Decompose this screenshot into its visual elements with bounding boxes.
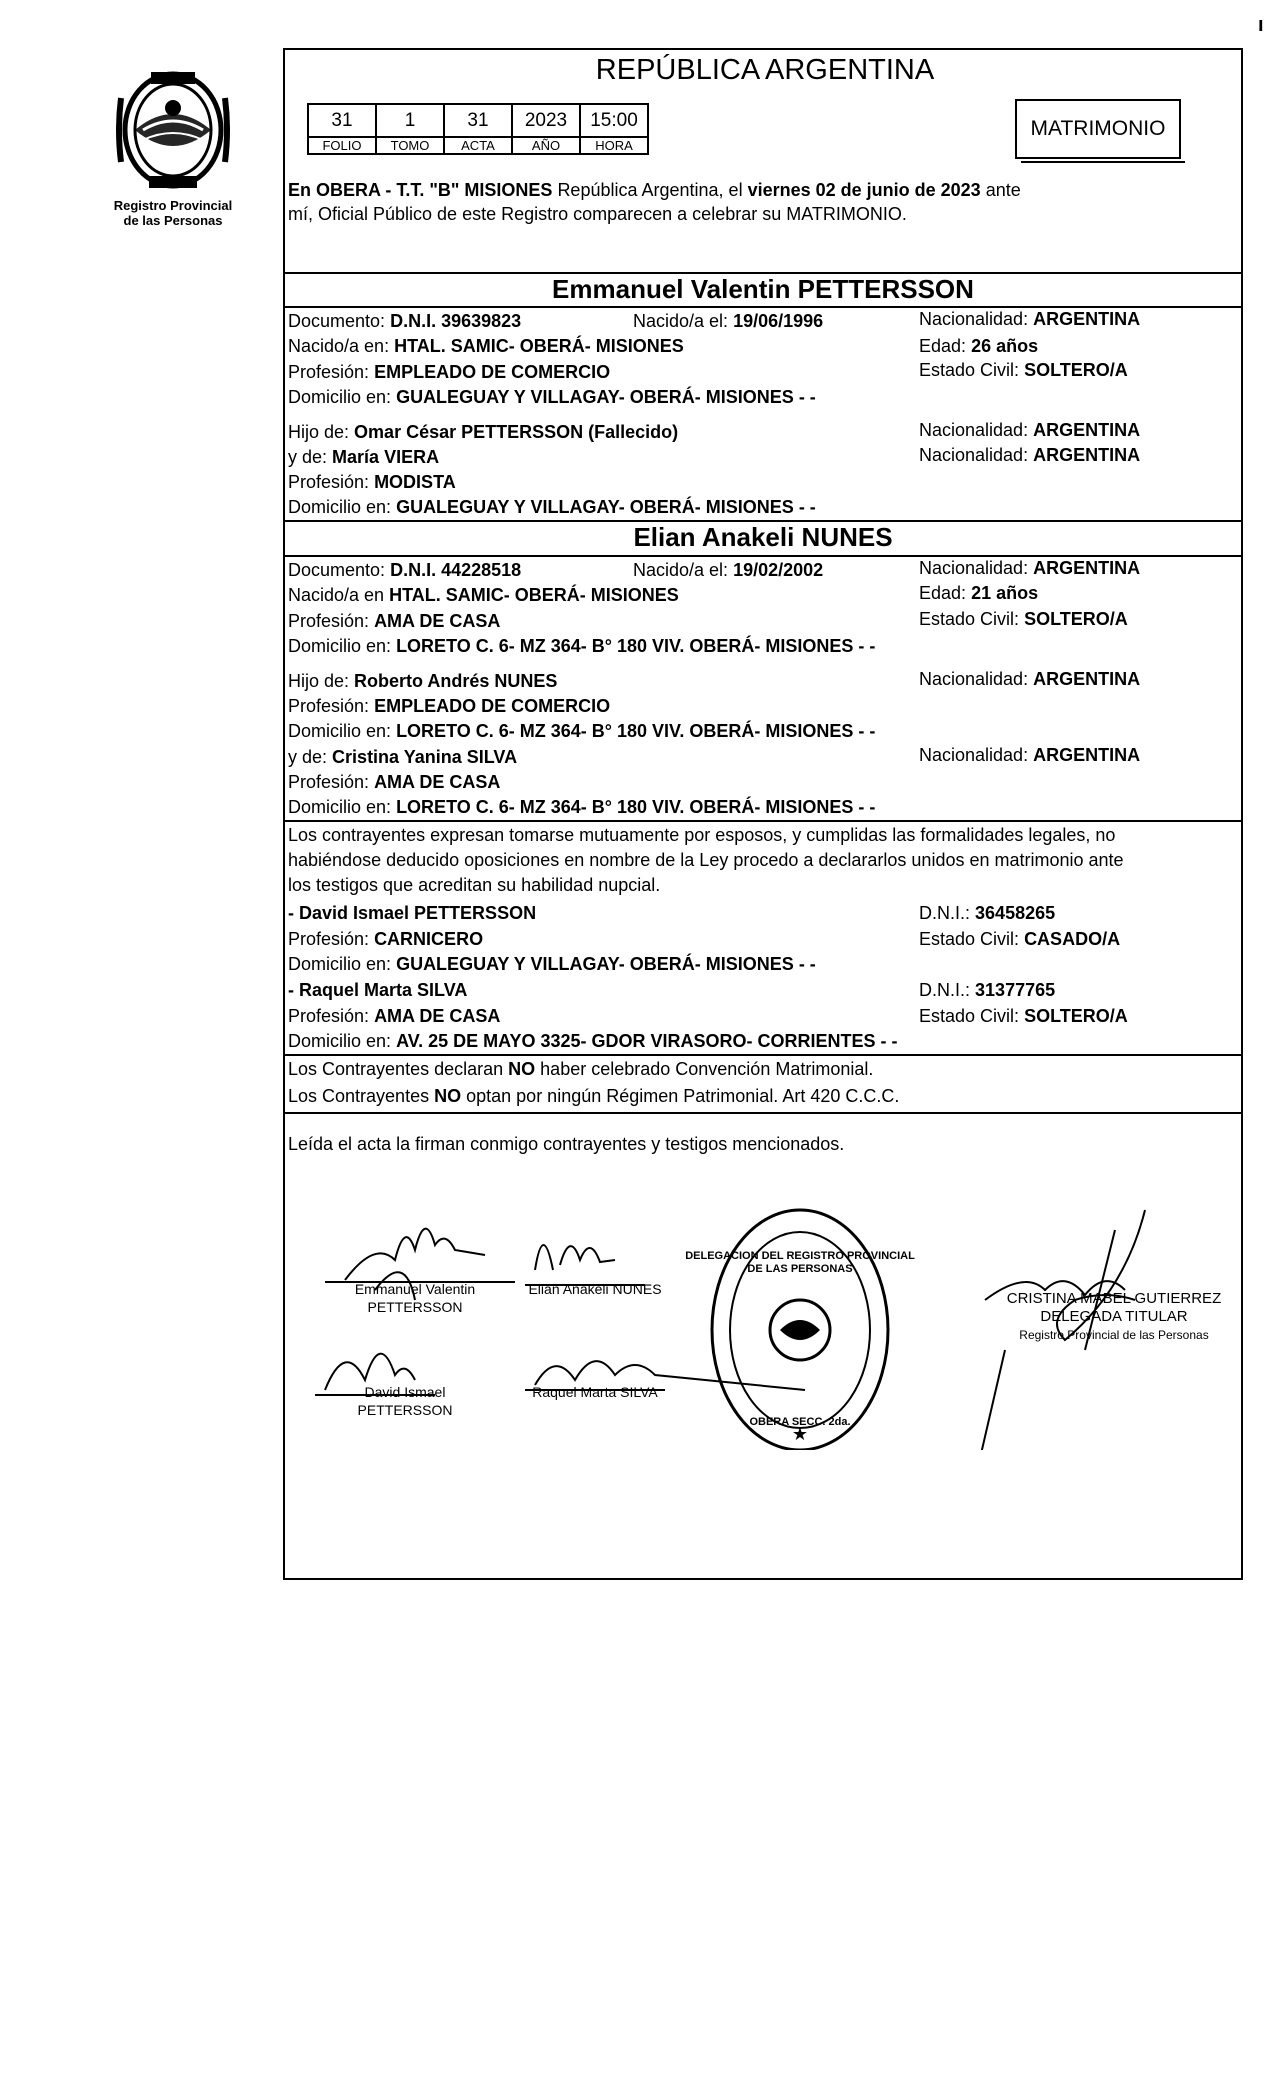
registry-table — [307, 103, 649, 155]
witness2-addr: Domicilio en: AV. 25 DE MAYO 3325- GDOR VIRASORO- CORRIENTES - - — [288, 1031, 898, 1051]
folio-label: FOLIO — [308, 137, 376, 154]
spouse2-name: Elian Anakeli NUNES — [633, 522, 893, 552]
hour-value: 15:00 — [580, 104, 648, 137]
sig-raquel: Raquel Marta SILVA — [532, 1384, 658, 1400]
spouse1-name: Emmanuel Valentin PETTERSSON — [552, 274, 974, 304]
spouse2-doc: Documento: D.N.I. 44228518 — [288, 560, 522, 580]
spouse1-birthplace: Nacido/a en: HTAL. SAMIC- OBERÁ- MISIONES — [288, 336, 684, 356]
official-stamp: CRISTINA MABEL GUTIERREZ DELEGADA TITULAR Registro Provincial de las Personas — [1006, 1290, 1222, 1342]
spouse1-job: Profesión: EMPLEADO DE COMERCIO — [288, 362, 611, 382]
witness2-job: Profesión: AMA DE CASA — [288, 1006, 501, 1026]
closing-text: Leída el acta la firman conmigo contrayentes y testigos mencionados. — [288, 1134, 845, 1154]
logo-text-line1: Registro Provincial — [113, 198, 233, 213]
spouse1-mother: y de: María VIERA — [288, 447, 440, 467]
witness2-dni: D.N.I.: 31377765 — [919, 980, 1056, 1000]
witness2-civil: Estado Civil: SOLTERO/A — [919, 1006, 1128, 1026]
logo-text-line2: de las Personas — [123, 213, 223, 228]
spouse1-father-nat: Nacionalidad: ARGENTINA — [919, 420, 1141, 440]
sig-david: David Ismael PETTERSSON — [357, 1384, 453, 1418]
seal-text: DELEGACION DEL REGISTRO PROVINCIAL DE LAS PERSONAS OBERA SECC. 2da. — [685, 1250, 915, 1428]
page-title: REPÚBLICA ARGENTINA — [595, 54, 935, 86]
spouse2-mother-addr: Domicilio en: LORETO C. 6- MZ 364- B° 180 VIV. OBERÁ- MISIONES - - — [288, 797, 876, 817]
declaration-line-2: habiéndose deducido oposiciones en nombre de la Ley procedo a declararlos unidos en matrimonio ante — [288, 850, 1124, 870]
spouse2-father: Hijo de: Roberto Andrés NUNES — [288, 671, 558, 691]
hour-label: HORA — [580, 137, 648, 154]
spouse1-born: Nacido/a el: 19/06/1996 — [633, 311, 824, 331]
registry-logo — [100, 68, 246, 228]
divider — [285, 820, 1241, 822]
divider — [285, 555, 1241, 557]
spouse2-father-nat: Nacionalidad: ARGENTINA — [919, 669, 1141, 689]
marriage-certificate — [283, 48, 1243, 1580]
provincial-crest-icon — [113, 68, 233, 194]
intro-ante: ante — [985, 180, 1021, 200]
year-value: 2023 — [512, 104, 580, 137]
sig-elian: Elian Anakeli NUNES — [528, 1281, 662, 1297]
spouse1-doc: Documento: D.N.I. 39639823 — [288, 311, 522, 331]
spouse1-mother-nat: Nacionalidad: ARGENTINA — [919, 445, 1141, 465]
spouse2-born: Nacido/a el: 19/02/2002 — [633, 560, 824, 580]
spouse2-job: Profesión: AMA DE CASA — [288, 611, 501, 631]
divider — [285, 306, 1241, 308]
svg-text:★: ★ — [791, 1424, 809, 1445]
spouse2-age: Edad: 21 años — [919, 583, 1039, 603]
regime-line-1: Los Contrayentes declaran NO haber celebrado Convención Matrimonial. — [288, 1059, 874, 1079]
spouse2-mother-nat: Nacionalidad: ARGENTINA — [919, 745, 1141, 765]
tomo-value: 1 — [376, 104, 444, 137]
intro-place: En OBERA - T.T. "B" MISIONES — [288, 180, 553, 200]
sig-emmanuel: Emmanuel Valentin PETTERSSON — [354, 1281, 476, 1315]
spouse1-age: Edad: 26 años — [919, 336, 1039, 356]
spouse1-addr: Domicilio en: GUALEGUAY Y VILLAGAY- OBERÁ- MISIONES - - — [288, 387, 816, 407]
spouse2-nat: Nacionalidad: ARGENTINA — [919, 558, 1141, 578]
divider — [285, 1054, 1241, 1056]
witness2-name: - Raquel Marta SILVA — [288, 980, 468, 1000]
divider — [285, 1112, 1241, 1114]
regime-line-2: Los Contrayentes NO optan por ningún Régimen Patrimonial. Art 420 C.C.C. — [288, 1086, 900, 1106]
spouse1-civil: Estado Civil: SOLTERO/A — [919, 360, 1128, 380]
acta-value: 31 — [444, 104, 512, 137]
spouse1-nat: Nacionalidad: ARGENTINA — [919, 309, 1141, 329]
spouse1-mother-addr: Domicilio en: GUALEGUAY Y VILLAGAY- OBERÁ- MISIONES - - — [288, 497, 816, 517]
intro-line-2: mí, Oficial Público de este Registro comparecen a celebrar su MATRIMONIO. — [288, 204, 907, 224]
folio-value: 31 — [308, 104, 376, 137]
spouse2-birthplace: Nacido/a en HTAL. SAMIC- OBERÁ- MISIONES — [288, 585, 679, 605]
spouse2-mother-job: Profesión: AMA DE CASA — [288, 772, 501, 792]
year-label: AÑO — [512, 137, 580, 154]
corner-mark: ı — [1258, 14, 1264, 36]
witness1-civil: Estado Civil: CASADO/A — [919, 929, 1121, 949]
tomo-label: TOMO — [376, 137, 444, 154]
witness1-addr: Domicilio en: GUALEGUAY Y VILLAGAY- OBERÁ- MISIONES - - — [288, 954, 816, 974]
declaration-line-1: Los contrayentes expresan tomarse mutuamente por esposos, y cumplidas las formalidades legales, no — [288, 825, 1116, 845]
spouse2-father-addr: Domicilio en: LORETO C. 6- MZ 364- B° 180 VIV. OBERÁ- MISIONES - - — [288, 721, 876, 741]
intro-line-1 — [288, 180, 1021, 201]
spouse2-father-job: Profesión: EMPLEADO DE COMERCIO — [288, 696, 611, 716]
spouse1-mother-job: Profesión: MODISTA — [288, 472, 456, 492]
act-type-box: MATRIMONIO — [1015, 99, 1181, 159]
intro-country: República Argentina, el — [557, 180, 743, 200]
declaration-line-3: los testigos que acreditan su habilidad nupcial. — [288, 875, 661, 895]
spouse2-civil: Estado Civil: SOLTERO/A — [919, 609, 1128, 629]
spouse2-addr: Domicilio en: LORETO C. 6- MZ 364- B° 180 VIV. OBERÁ- MISIONES - - — [288, 636, 876, 656]
witness1-job: Profesión: CARNICERO — [288, 929, 484, 949]
acta-label: ACTA — [444, 137, 512, 154]
witness1-dni: D.N.I.: 36458265 — [919, 903, 1056, 923]
intro-date: viernes 02 de junio de 2023 — [747, 180, 981, 200]
spouse1-father: Hijo de: Omar César PETTERSSON (Fallecido) — [288, 422, 679, 442]
spouse2-mother: y de: Cristina Yanina SILVA — [288, 747, 518, 767]
witness1-name: - David Ismael PETTERSSON — [288, 903, 537, 923]
